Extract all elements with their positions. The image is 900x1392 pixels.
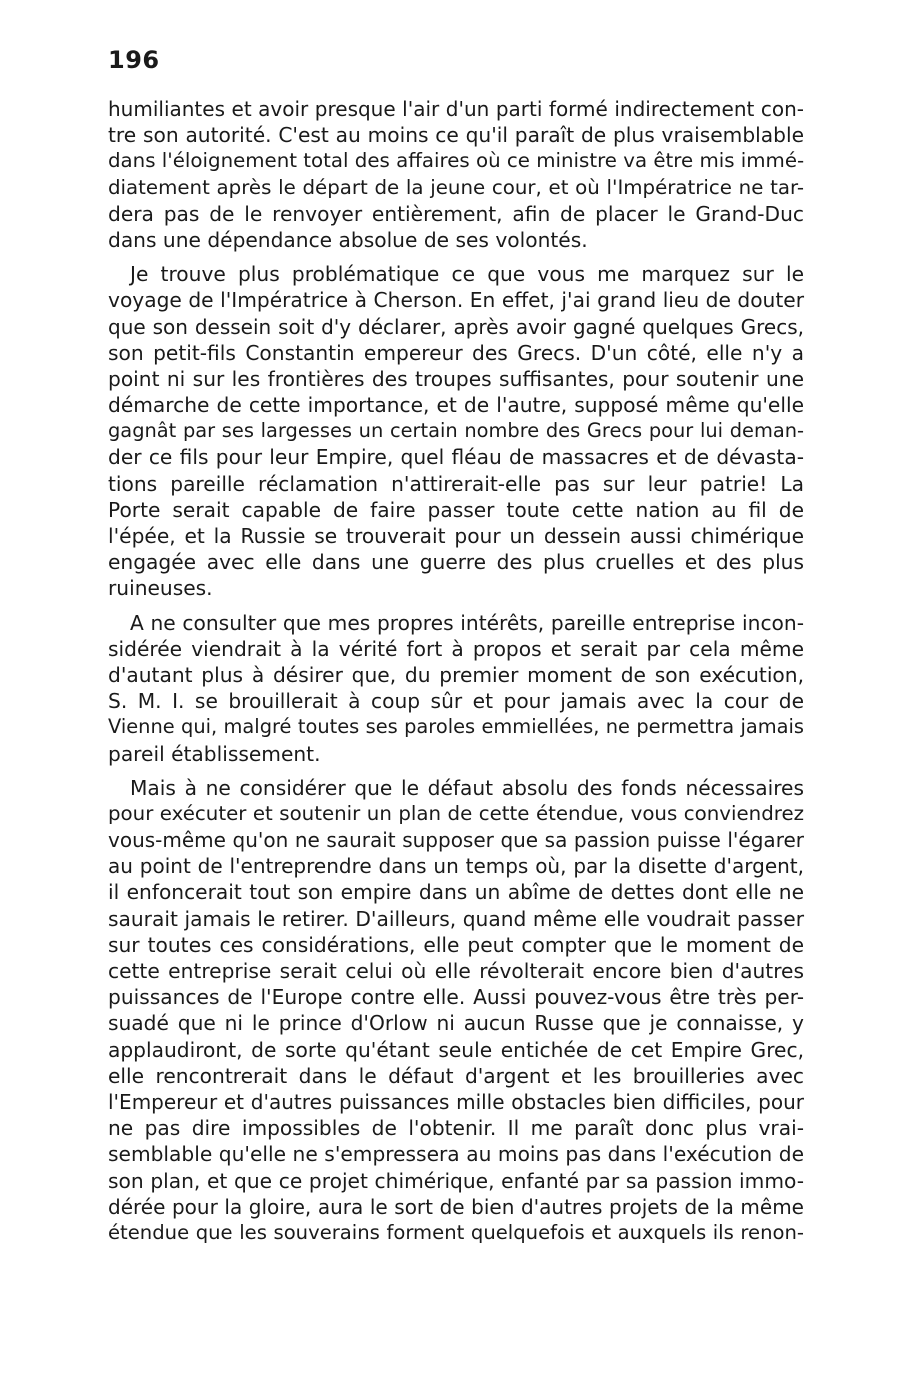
page-number: 196	[108, 46, 160, 74]
text-line: puissances de l'Europe contre elle. Aussi pouvez-vous être très per-	[108, 985, 804, 1010]
text-line: point ni sur les frontières des troupes suffisantes, pour soutenir une	[108, 366, 804, 391]
text-line: sidérée viendrait à la vérité fort à propos et serait par cela même	[108, 636, 804, 661]
text-line: dans l'éloignement total des affaires où ce ministre va être mis immé-	[108, 149, 805, 173]
text-line: pour exécuter et soutenir un plan de cette étendue, vous conviendrez	[108, 801, 804, 825]
text-line: Je trouve plus problématique ce que vous me marquez sur le	[130, 262, 804, 287]
text-line: suadé que ni le prince d'Orlow ni aucun Russe que je connaisse, y	[108, 1011, 804, 1036]
paragraph-2	[108, 261, 804, 601]
text-line: der ce fils pour leur Empire, quel fléau de massacres et de dévasta-	[108, 445, 804, 470]
text-line: tre son autorité. C'est au moins ce qu'il paraît de plus vraisemblable	[108, 123, 804, 148]
text-line: son petit-fils Constantin empereur des Grecs. D'un côté, elle n'y a	[108, 340, 804, 365]
text-line: A ne consulter que mes propres intérêts, pareille entreprise incon-	[130, 610, 804, 635]
text-line: ne pas dire impossibles de l'obtenir. Il me paraît donc plus vrai-	[108, 1116, 804, 1141]
text-line: démarche de cette importance, et de l'autre, supposé même qu'elle	[108, 393, 804, 418]
text-line: Vienne qui, malgré toutes ses paroles emmiellées, ne permettra jamais	[108, 715, 804, 739]
text-line: diatement après le départ de la jeune cour, et où l'Impératrice ne tar-	[108, 175, 804, 199]
text-line: sur toutes ces considérations, elle peut compter que le moment de	[108, 932, 804, 957]
text-line: étendue que les souverains forment quelquefois et auxquels ils renon-	[108, 1220, 804, 1244]
text-line: cette entreprise serait celui où elle révolterait encore bien d'autres	[108, 959, 804, 983]
text-line: applaudiront, de sorte qu'étant seule entichée de cet Empire Grec,	[108, 1037, 804, 1062]
text-line: Mais à ne considérer que le défaut absolu des fonds nécessaires	[130, 775, 804, 800]
text-line: saurait jamais le retirer. D'ailleurs, quand même elle voudrait passer	[108, 906, 804, 931]
text-line: l'épée, et la Russie se trouverait pour un dessein aussi chimérique	[108, 524, 804, 548]
text-line: gagnât par ses largesses un certain nombre des Grecs pour lui deman-	[108, 419, 804, 443]
text-line: il enfoncerait tout son empire dans un abîme de dettes dont elle ne	[108, 880, 804, 905]
text-line: que son dessein soit d'y déclarer, après avoir gagné quelques Grecs,	[108, 314, 804, 339]
text-line: elle rencontrerait dans le défaut d'argent et les brouilleries avec	[108, 1063, 804, 1088]
text-line: son plan, et que ce projet chimérique, enfanté par sa passion immo-	[108, 1168, 804, 1193]
text-line: l'Empereur et d'autres puissances mille obstacles bien difficiles, pour	[108, 1089, 804, 1114]
text-line: au point de l'entreprendre dans un temps où, par la disette d'argent,	[108, 854, 804, 879]
text-line: d'autant plus à désirer que, du premier moment de son exécution,	[108, 662, 804, 687]
text-line: dérée pour la gloire, aura le sort de bien d'autres projets de la même	[108, 1194, 804, 1219]
text-line: tions pareille réclamation n'attirerait-elle pas sur leur patrie! La	[108, 471, 804, 496]
paragraph-4	[108, 775, 804, 1246]
text-line: vous-même qu'on ne saurait supposer que sa passion puisse l'égarer	[108, 828, 804, 853]
text-line: Porte serait capable de faire passer toute cette nation au fil de	[108, 497, 804, 522]
paragraph-1	[108, 96, 804, 253]
text-line: dans une dépendance absolue de ses volontés.	[108, 227, 588, 252]
text-line: semblable qu'elle ne s'empressera au moins pas dans l'exécution de	[108, 1142, 804, 1167]
text-line: engagée avec elle dans une guerre des plus cruelles et des plus	[108, 550, 804, 575]
body-text	[108, 96, 804, 1254]
text-line: humiliantes et avoir presque l'air d'un parti formé indirectement con-	[108, 97, 804, 121]
text-line: ruineuses.	[108, 576, 213, 601]
text-line: voyage de l'Impératrice à Cherson. En effet, j'ai grand lieu de douter	[108, 288, 804, 313]
text-line: S. M. I. se brouillerait à coup sûr et pour jamais avec la cour de	[108, 689, 804, 714]
text-line: dera pas de le renvoyer entièrement, afin de placer le Grand-Duc	[108, 201, 804, 226]
paragraph-3	[108, 610, 804, 767]
text-line: pareil établissement.	[108, 741, 321, 766]
